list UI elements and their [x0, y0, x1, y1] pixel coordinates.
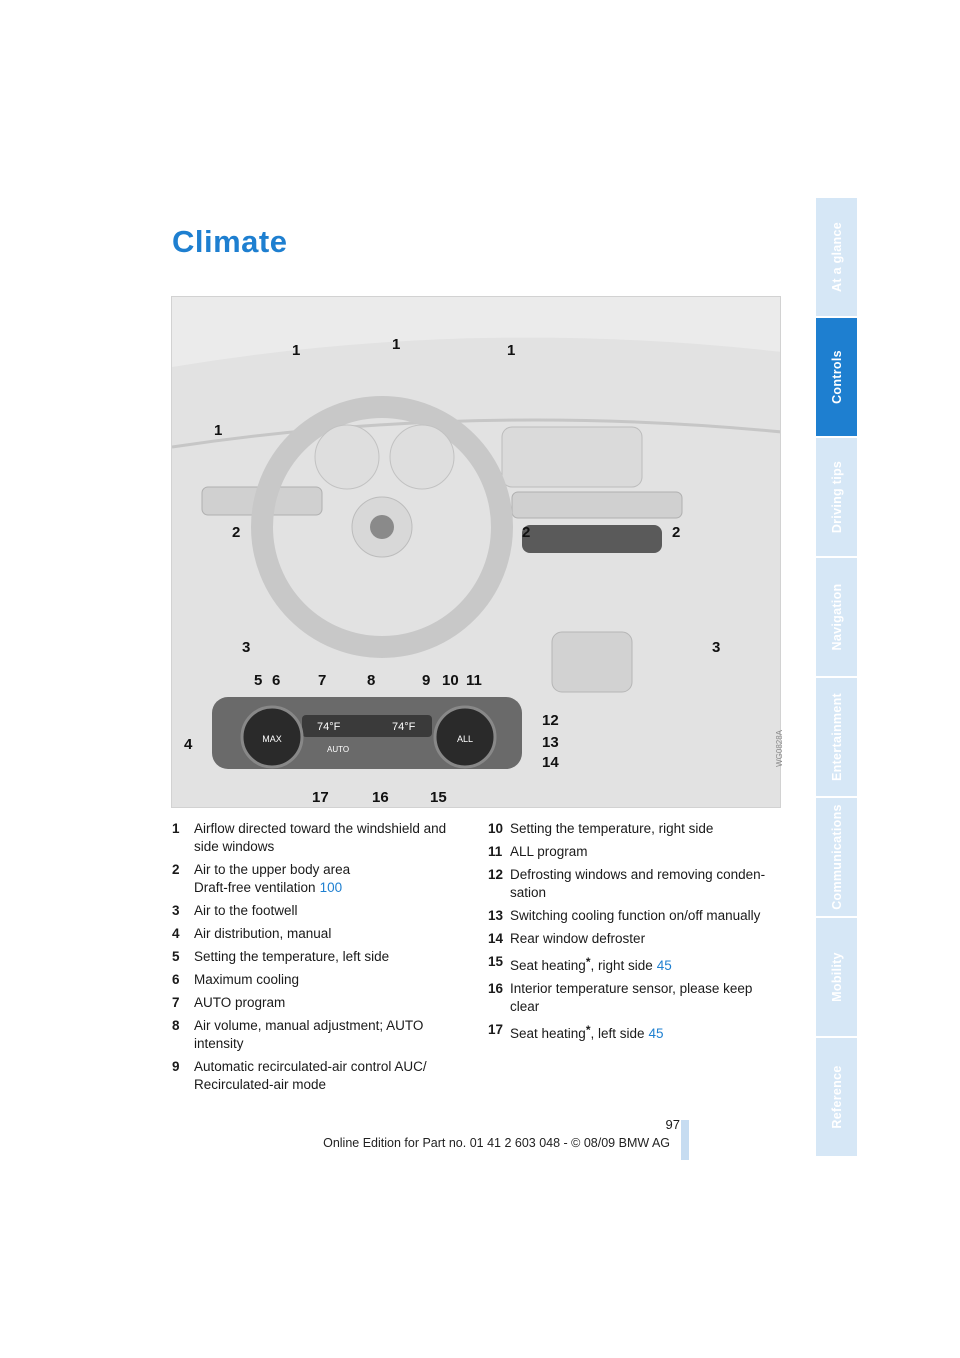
legend-text: Seat heating*, left side 45 — [510, 1023, 664, 1041]
callout-9: 9 — [422, 672, 431, 689]
legend-left — [172, 820, 462, 1099]
legend-item-8 — [172, 1017, 462, 1053]
legend-item-3: 3 Air to the footwell — [172, 903, 298, 918]
nav-tab-mobility[interactable]: Mobility — [816, 918, 857, 1038]
climate-control-illustration — [171, 296, 781, 808]
callout-15: 15 — [430, 789, 447, 806]
legend-num: 12 — [488, 867, 504, 882]
callout-2: 2 — [232, 524, 241, 541]
display-screen — [502, 427, 642, 487]
nav-tab-communications[interactable]: Communications — [816, 798, 857, 918]
legend-num: 1 — [172, 821, 180, 836]
legend-item-5: 5 Setting the temperature, left side — [172, 949, 390, 964]
callout-1: 1 — [214, 422, 223, 439]
page-number: 97 — [665, 1117, 680, 1132]
callout-6: 6 — [272, 672, 281, 689]
callout-12: 12 — [542, 712, 559, 729]
option-star-icon: * — [585, 1023, 591, 1037]
legend-num: 2 — [172, 862, 180, 877]
legend-item-16 — [488, 980, 778, 1016]
footer-text: Online Edition for Part no. 01 41 2 603 048 - © 08/09 BMW AG — [323, 1136, 670, 1150]
callout-1: 1 — [392, 336, 401, 353]
callout-17: 17 — [312, 789, 329, 806]
legend-item-10: 10 Setting the temperature, right side — [488, 821, 714, 836]
callout-2: 2 — [672, 524, 681, 541]
legend-item-2 — [172, 861, 462, 897]
display-temp-left: 74°F — [317, 721, 341, 733]
legend-item-15 — [488, 953, 778, 975]
page-ref-link[interactable]: 45 — [656, 958, 672, 973]
legend-num: 14 — [488, 931, 504, 946]
nav-tab-at-a-glance[interactable]: At a glance — [816, 198, 857, 318]
legend-num: 17 — [488, 1022, 504, 1037]
legend-text: Air to the upper body area Draft-free ventilation 100 — [194, 862, 351, 895]
legend-item-13: 13 Switching cooling function on/off manually — [488, 908, 761, 923]
callout-16: 16 — [372, 789, 389, 806]
gear-selector — [552, 632, 632, 692]
callout-3: 3 — [712, 639, 721, 656]
dashboard-drawing — [172, 297, 781, 808]
legend-text: Interior temperature sensor, please keep clear — [510, 981, 753, 1014]
legend-text: Automatic recirculated-air control AUC/ Recirculated-air mode — [194, 1059, 427, 1092]
callout-7: 7 — [318, 672, 327, 689]
legend-num: 8 — [172, 1018, 180, 1033]
legend-item-17 — [488, 1021, 778, 1043]
figure-code: WG0828A — [775, 730, 784, 767]
legend-num: 15 — [488, 954, 504, 969]
nav-tab-driving-tips[interactable]: Driving tips — [816, 438, 857, 558]
callout-10: 10 — [442, 672, 459, 689]
callout-14: 14 — [542, 754, 559, 771]
legend-item-11: 11 ALL program — [488, 844, 588, 859]
legend-text: Seat heating*, right side 45 — [510, 955, 672, 973]
legend-text: Airflow directed toward the windshield and side windows — [194, 821, 447, 854]
legend-num: 16 — [488, 981, 504, 996]
legend-item-7: 7 AUTO program — [172, 995, 286, 1010]
gauge-right — [390, 425, 454, 489]
display-temp-right: 74°F — [392, 721, 416, 733]
nav-tab-navigation[interactable]: Navigation — [816, 558, 857, 678]
all-label: ALL — [456, 734, 474, 744]
legend-num: 5 — [172, 949, 180, 964]
callout-2: 2 — [522, 524, 531, 541]
legend-num: 11 — [488, 844, 503, 859]
bmw-logo — [370, 515, 394, 539]
center-vent — [512, 492, 682, 518]
legend-num: 10 — [488, 821, 504, 836]
page-title: Climate — [172, 224, 288, 259]
callout-11: 11 — [466, 672, 482, 689]
callout-13: 13 — [542, 734, 559, 751]
callout-8: 8 — [367, 672, 376, 689]
legend-num: 4 — [172, 926, 180, 941]
auto-label: AUTO — [327, 745, 350, 754]
callout-1: 1 — [292, 342, 301, 359]
small-climate-panel — [522, 525, 662, 553]
legend-item-1 — [172, 820, 462, 856]
legend-item-4: 4 Air distribution, manual — [172, 926, 332, 941]
legend-item-6: 6 Maximum cooling — [172, 972, 300, 987]
callout-1: 1 — [507, 342, 516, 359]
option-star-icon: * — [585, 955, 591, 969]
legend-item-12 — [488, 866, 778, 902]
nav-tab-controls[interactable]: Controls — [816, 318, 857, 438]
callout-5: 5 — [254, 672, 263, 689]
legend-num: 7 — [172, 995, 180, 1010]
legend-text: Air volume, manual adjustment; AUTO intensity — [194, 1018, 424, 1051]
legend-num: 3 — [172, 903, 180, 918]
side-nav — [816, 198, 857, 1158]
page-ref-link[interactable]: 45 — [648, 1026, 664, 1041]
callout-4: 4 — [184, 736, 193, 753]
callout-3: 3 — [242, 639, 251, 656]
legend-item-9 — [172, 1058, 462, 1094]
gauge-left — [315, 425, 379, 489]
max-label: MAX — [262, 734, 282, 744]
legend-item-14: 14 Rear window defroster — [488, 931, 646, 946]
legend-text: Defrosting windows and removing conden- sation — [510, 867, 766, 900]
footer-bar — [681, 1120, 689, 1160]
legend-num: 9 — [172, 1059, 180, 1074]
nav-tab-reference[interactable]: Reference — [816, 1038, 857, 1158]
legend-num: 6 — [172, 972, 180, 987]
page-ref-link[interactable]: 100 — [319, 880, 343, 895]
legend-num: 13 — [488, 908, 504, 923]
legend-right — [488, 820, 778, 1048]
nav-tab-entertainment[interactable]: Entertainment — [816, 678, 857, 798]
